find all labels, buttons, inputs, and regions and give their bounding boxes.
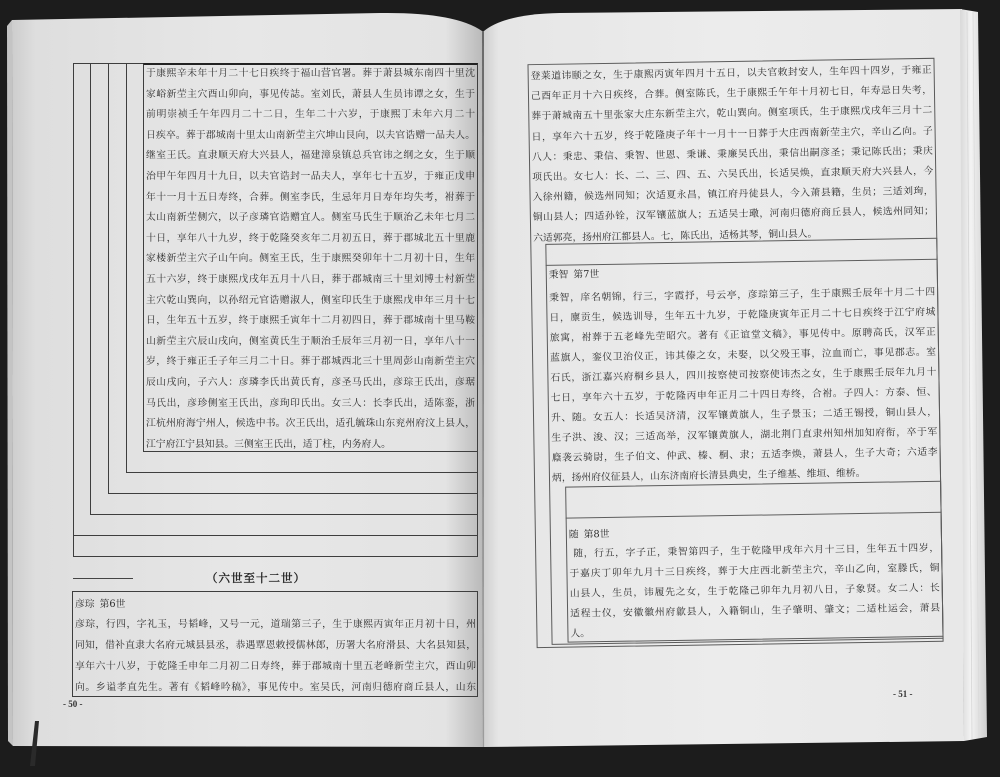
text-line: 十日，享年八十九岁，终于乾隆癸亥年二月初五日，葬于郡城北五十里鹿 (146, 232, 475, 244)
text-line: 随，行五，字子正，秉智第四子，生于乾隆甲戌年六月十三日，生年五十四岁， (573, 542, 940, 560)
text-line: 于康熙辛未年十月二十七日疾终于福山营官署。葬于萧县城东南四十里沈 (146, 68, 475, 79)
entry-generation: 第7世 (573, 269, 600, 281)
entry-name: 随 (568, 529, 579, 541)
page-number-right: - 51 - (893, 689, 913, 699)
text-line: 江杭州府海宁州人，候选中书。次王氏出，适孔毓珠山东兖州府汶上县人， (146, 418, 475, 430)
text-line: 己酉年正月十六日疾终，合葬。侧室陈氏，生于康熙壬午年十月初七日，年寿忌日失考， (530, 85, 933, 103)
text-line: 岁，终于雍正壬子年三月二十日。葬于郡城西北三十里周彭山南新茔主穴 (146, 356, 475, 368)
text-line: 旅寓，祔葬于五老峰先茔昭穴。著有《正谊堂文稿》，事见传中。原聘高氏，汉军正 (549, 326, 936, 344)
text-line: 治甲午年四月十九日，以夫官诰封一品夫人，享年七十五岁，于雍正戊申 (146, 170, 475, 182)
text-line: 人。 (570, 628, 591, 640)
text-line: 六适郭亮，扬州府江都县人。七，陈氏出，适杨其琴，铜山县人。 (533, 228, 818, 244)
entry-header (549, 268, 600, 283)
text-line: 项氏出。女七人：长、二、三、四、五、六吴氏出，长适吴焕，直隶顺天府大兴县人，今 (532, 165, 934, 184)
continuation-text (531, 61, 935, 249)
text-line: 主穴乾山巽向，以孙绍元官诰赠淑人，侧室印氏生于康熙戊申年三月十七 (146, 294, 475, 306)
text-line: 继室王氏。直隶顺天府大兴县人，福建漳泉镇总兵官讳之纲之女，生于顺 (146, 150, 475, 162)
text-line: 蓝旗人，銮仪卫治仪正，讳其傣之女，未娶，以父殁王事，泣血而亡，事见郡志。室 (550, 346, 937, 364)
entry-generation: 第8世 (583, 528, 610, 541)
text-line: 年十一月十五日寿终，合葬。侧室李氏，生忌年月日寿年均失考，祔葬于 (146, 191, 475, 203)
text-line: 太山南新茔侧穴，以子彦璘官诰赠宜人。侧室马氏生于顺治乙未年七月二 (146, 212, 475, 224)
text-line: 登莱道讳颐之女，生于康熙丙寅年四月十五日，以夫官敕封安人，生年四十四岁，于雍正 (530, 64, 932, 83)
text-line: 七日，享年六十五岁，于乾隆丙申年正月二十四日寿终，合祔。子四人：方泰、恒、 (550, 386, 937, 404)
text-line: 享年六十八岁，于乾隆壬申年二月初二日寿终，葬于郡城南十里五老峰新茔主穴，酉山卯 (75, 661, 476, 672)
text-line: 八人：秉忠、秉信、秉智、世恩、秉谦、秉廉吴氏出，秉信出嗣彦圣；秉记陈氏出；秉庆 (531, 145, 933, 163)
text-line: 日，享年六十五岁，终于乾隆庚子年十一月十一日葬于大庄西南新茔主穴，辛山乙向。子 (531, 125, 933, 143)
text-line: 日，生年五十五岁，终于康熙壬寅年十二月初四日，葬于郡城南十里马鞍 (146, 315, 475, 327)
text-line: 山新茔主穴辰山戌向，侧室黄氏生于顺治壬辰年三月初一日，享年八十一 (146, 335, 475, 347)
text-line: 炳，扬州府仪征县人，山东济南府长清县典史，生子维基、维垣、维桥。 (551, 467, 866, 484)
text-line: 铜山县人；四适孙铨，汉军镶蓝旗人；五适吴士璥，河南归德府商丘县人，候选州同知； (532, 206, 934, 224)
text-line: 家峪新茔主穴酉山卯向，事见传誌。室刘氏，萧县人生员讳谭之女，生于 (146, 88, 475, 100)
page-number-left: - 50 - (63, 699, 83, 709)
text-line: 前明崇祯壬午年四月二十二日，生年二十六岁，于康熙丁未年六月二十 (146, 109, 475, 121)
entry-name: 彦琮 (75, 599, 95, 610)
text-line: 升、随。女五人：长适吴济清，汉军镶黄旗人，生子景玉；二适王锡授，铜山县人， (550, 406, 938, 424)
text-line: 彦琮，行四，字礼玉，号韬峰，又号一元，道瑞第三子，生于康熙丙寅年正月初十日，州 (75, 619, 476, 630)
entry-name: 秉智 (548, 269, 569, 281)
text-line: 山县人，生员，讳履先之女，生于乾隆己卯年九月初八日，子象贤。女二人：长 (569, 582, 940, 600)
text-line: 马氏出，彦珍侧室王氏出，彦珣印氏出。女三人：长李氏出，适陈銮，浙 (146, 397, 475, 409)
entry-text (549, 283, 938, 489)
text-line: 生子洪、浚、汉；三适高举，汉军镶黄旗人，湖北荆门直隶州知州加知府衔，卒于军 (551, 426, 938, 444)
text-line: 五十六岁，终于康熙戊戌年五月十八日，葬于郡城南三十里刘博士村新茔 (146, 273, 475, 285)
text-line: 江宁府江宁县知县。三侧室王氏出，适丁柱，内务府人。 (146, 438, 391, 450)
text-line: 适程士仪，安徽徽州府歙县人，入籍铜山，生子肇明、肇文；二适杜运会，萧县 (570, 602, 941, 620)
text-line: 同知，借补直隶大名府元城县县丞，恭遇覃恩敕授儒林郎，历署大名府滑县、大名县知县， (75, 640, 476, 651)
text-line: 辰山戌向，子六人：彦璘李氏出黄氏育，彦圣马氏出，彦琮王氏出，彦琚 (146, 376, 475, 388)
text-line: 家楼新茔主穴子山午向。侧室王氏，生于康熙癸卯年十二月初十日，生年 (146, 253, 475, 265)
text-line: 葬于萧城南五十里张家大庄东新茔主穴，乾山巽向。侧室项氏，生于康熙戊戌年三月十二 (531, 105, 933, 123)
text-line: 廕袭云骑尉，生子伯文、仲武、榛、桐、隶；五适李焕，萧县人，生子大奇；六适李 (551, 446, 938, 464)
entry-text (569, 539, 941, 645)
text-line: 于嘉庆丁卯年九月十三日疾终，葬于大庄西北新茔主穴，辛山乙向，室滕氏，铜 (569, 562, 940, 580)
text-line: 向。乡谥孝直先生。著有《韬峰吟稿》，事见传中。室吴氏，河南归德府商丘县人，山东 (75, 682, 476, 693)
text-line: 日，廪贡生，候选训导，生年五十九岁，于乾隆庚寅年正月二十七日疾终于江宁府城 (549, 306, 936, 324)
text-line: 石氏，浙江嘉兴府桐乡县人，四川按察使司按察使讳杰之女，生于康熙壬辰年九月十 (550, 366, 937, 384)
section-title: （六世至十二世） (206, 571, 306, 585)
text-line: 秉智，庠名朝锦，行三，字霞抒，号云亭，彦琮第三子，生于康熙壬辰年十月二十四 (549, 286, 936, 304)
text-line: 日疾卒。葬于郡城南十里太山南新茔主穴坤山艮向，以夫官诰赠一品夫人。 (146, 129, 475, 141)
text-line: 入徐州籍，候选州同知；次适夏永昌，镇江府丹徒县人，今入萧县籍，生员；三适刘珣， (532, 185, 934, 204)
entry-header (569, 528, 610, 543)
entry-generation: 第6世 (99, 599, 126, 610)
